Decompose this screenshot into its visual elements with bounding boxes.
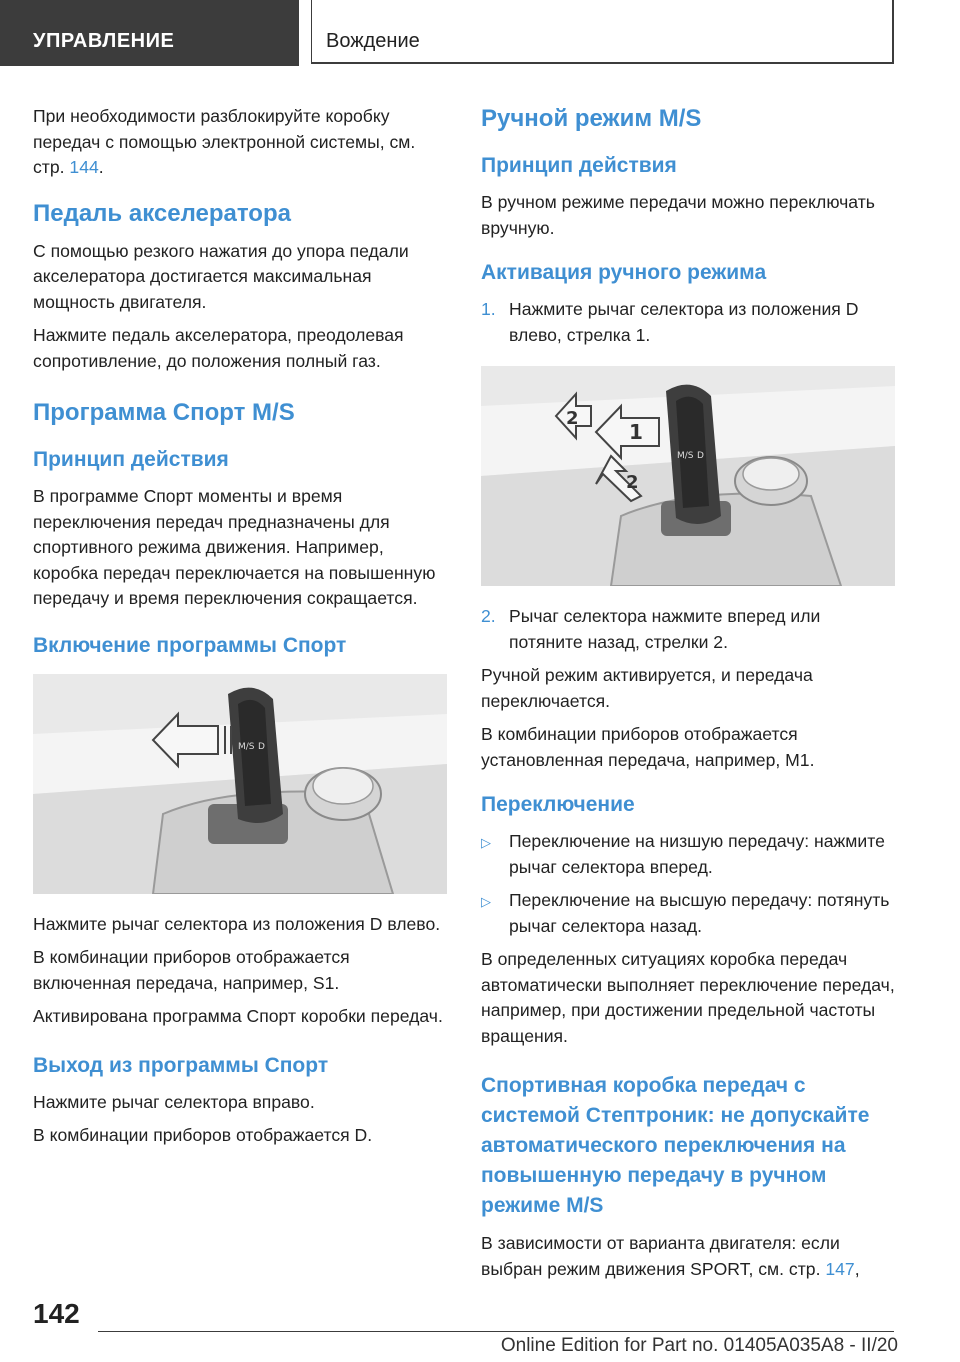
left-column [33, 104, 449, 1157]
switch-item-downshift [481, 829, 897, 880]
intro-end: . [98, 157, 104, 177]
manual-after-p1: Ручной режим активируется, и передача переключается. [481, 665, 813, 711]
activation-step-2 [481, 604, 897, 655]
heading-steptronic: Спортивная коробка передач с системой Стептроник: не допускайте автоматического переключения на повышенную передачу в ручном режиме M/S [481, 1074, 870, 1217]
figure2-shift-pattern-label: M/S [677, 451, 694, 461]
step-number: 2. [481, 606, 496, 626]
manual-after-p2: В комбинации приборов отображается установленная передача, например, M1. [481, 724, 815, 770]
figure2-gear-d-label: D [697, 451, 704, 461]
page-link-144[interactable]: 144 [69, 157, 99, 177]
selector-lever-arrows-illustration [481, 366, 895, 586]
sport-enable-p1: Нажмите рычаг селектора из положения D влево. [33, 913, 441, 934]
footer-divider [98, 1331, 894, 1332]
switch-item-text: Переключение на высшую передачу: потянуть рычаг селектора назад. [509, 890, 890, 936]
pedal-paragraph-2: Нажмите педаль акселератора, преодолевая сопротивление, до положения полный газ. [33, 325, 404, 371]
switch-paragraph: В определенных ситуациях коробка передач автоматически выполняет переключение передач, например, при достижении предельной частоты вращения. [481, 949, 895, 1046]
heading-manual-mode: Ручной режим M/S [481, 105, 702, 132]
heading-sport-exit: Выход из программы Спорт [33, 1053, 329, 1077]
manual-principle-text: В ручном режиме передачи можно переключать вручную. [481, 192, 875, 238]
section-tab: УПРАВЛЕНИЕ [0, 0, 299, 66]
sport-exit-p2: В комбинации приборов отображается D. [33, 1125, 373, 1145]
step-text: Нажмите рычаг селектора из положения D влево, стрелка 1. [509, 299, 859, 345]
triangle-bullet-icon: ▷ [481, 835, 491, 850]
chapter-title: Вождение [311, 0, 894, 64]
heading-sport-program: Программа Спорт M/S [33, 399, 295, 426]
arrow-2-top-label: 2 [566, 408, 579, 429]
step-number: 1. [481, 299, 496, 319]
heading-sport-enable: Включение программы Спорт [33, 633, 347, 657]
sport-exit-p1: Нажмите рычаг селектора вправо. [33, 1091, 315, 1112]
heading-switching: Переключение [481, 793, 635, 816]
steptronic-text: В зависимости от варианта двигателя: если выбран режим движения SPORT, см. стр. [481, 1233, 840, 1279]
figure1-shift-pattern-label: M/S [238, 741, 255, 752]
heading-sport-principle: Принцип действия [33, 448, 229, 471]
steptronic-paragraph [481, 1231, 897, 1282]
arrow-2-bottom-label: 2 [626, 472, 639, 493]
sport-principle-text: В программе Спорт моменты и время переключения передач предназначены для спортивного режима движения. Например, коробка передач переключается на повышенную передачу и время переключения сокращается. [33, 486, 436, 608]
sport-enable-p3: Активирована программа Спорт коробки передач. [33, 1006, 443, 1026]
heading-manual-activation: Активация ручного режима [481, 261, 767, 284]
switch-item-text: Переключение на низшую передачу: нажмите рычаг селектора вперед. [509, 831, 885, 877]
figure-selector-lever-left [33, 674, 447, 894]
footer-edition: Online Edition for Part no. 01405A035A8 - II/20 [500, 1335, 898, 1356]
heading-accelerator-pedal: Педаль акселератора [33, 199, 291, 227]
intro-paragraph [33, 104, 449, 181]
activation-step-1 [481, 297, 897, 348]
page-header [0, 0, 960, 66]
switch-item-upshift [481, 888, 897, 939]
triangle-bullet-icon: ▷ [481, 894, 491, 909]
figure-selector-lever-right [481, 366, 895, 586]
arrow-1-label: 1 [629, 420, 643, 444]
steptronic-end: , [854, 1258, 860, 1279]
intro-text: При необходимости разблокируйте коробку передач с помощью электронной системы, см. стр. [33, 106, 416, 177]
step-text: Рычаг селектора нажмите вперед или потяните назад, стрелки 2. [509, 606, 821, 652]
page-number: 142 [33, 1298, 80, 1329]
selector-lever-illustration [33, 674, 447, 894]
pedal-paragraph-1: С помощью резкого нажатия до упора педали акселератора достигается максимальная мощность двигателя. [33, 240, 409, 312]
heading-manual-principle: Принцип действия [481, 154, 677, 177]
page-link-147[interactable]: 147 [825, 1258, 855, 1279]
sport-enable-p2: В комбинации приборов отображается включенная передача, например, S1. [33, 947, 350, 993]
figure1-gear-d-label: D [258, 741, 265, 752]
right-column [481, 104, 897, 1290]
